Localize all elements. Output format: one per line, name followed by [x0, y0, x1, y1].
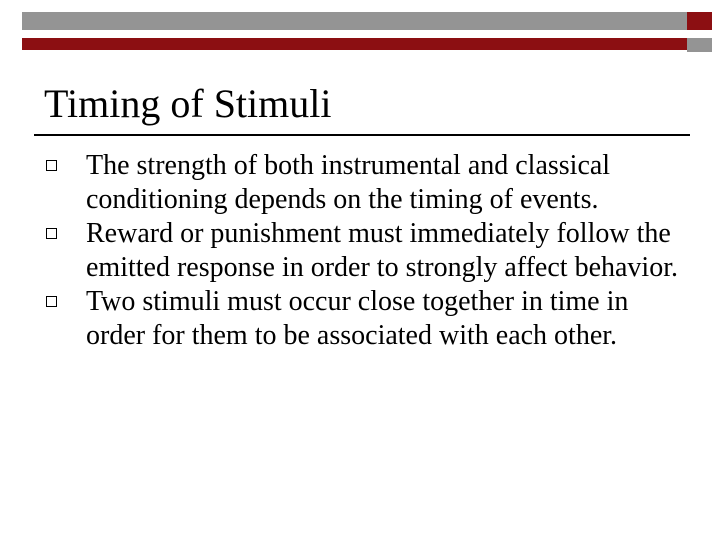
bullet-text: Reward or punishment must immediately follow the emitted response in order to strongly affect behavior.: [86, 218, 678, 283]
hollow-square-bullet-icon: [46, 296, 57, 307]
hollow-square-bullet-icon: [46, 160, 57, 171]
header-corner-block: [687, 12, 712, 54]
bullet-text: The strength of both instrumental and classical conditioning depends on the timing of events.: [86, 150, 611, 215]
corner-gray-square: [687, 38, 712, 52]
header-red-bar: [22, 38, 687, 50]
bullet-item: [44, 149, 684, 217]
title-underline: [34, 134, 690, 136]
bullet-item: [44, 285, 684, 353]
header-gray-bar: [22, 12, 687, 30]
bullet-item: [44, 217, 684, 285]
corner-red-square: [687, 12, 712, 30]
bullet-list: [44, 149, 684, 353]
hollow-square-bullet-icon: [46, 228, 57, 239]
slide-title: Timing of Stimuli: [44, 81, 332, 126]
decorative-header-band: [22, 12, 712, 42]
bullet-text: Two stimuli must occur close together in time in order for them to be associated with each other.: [86, 286, 629, 351]
